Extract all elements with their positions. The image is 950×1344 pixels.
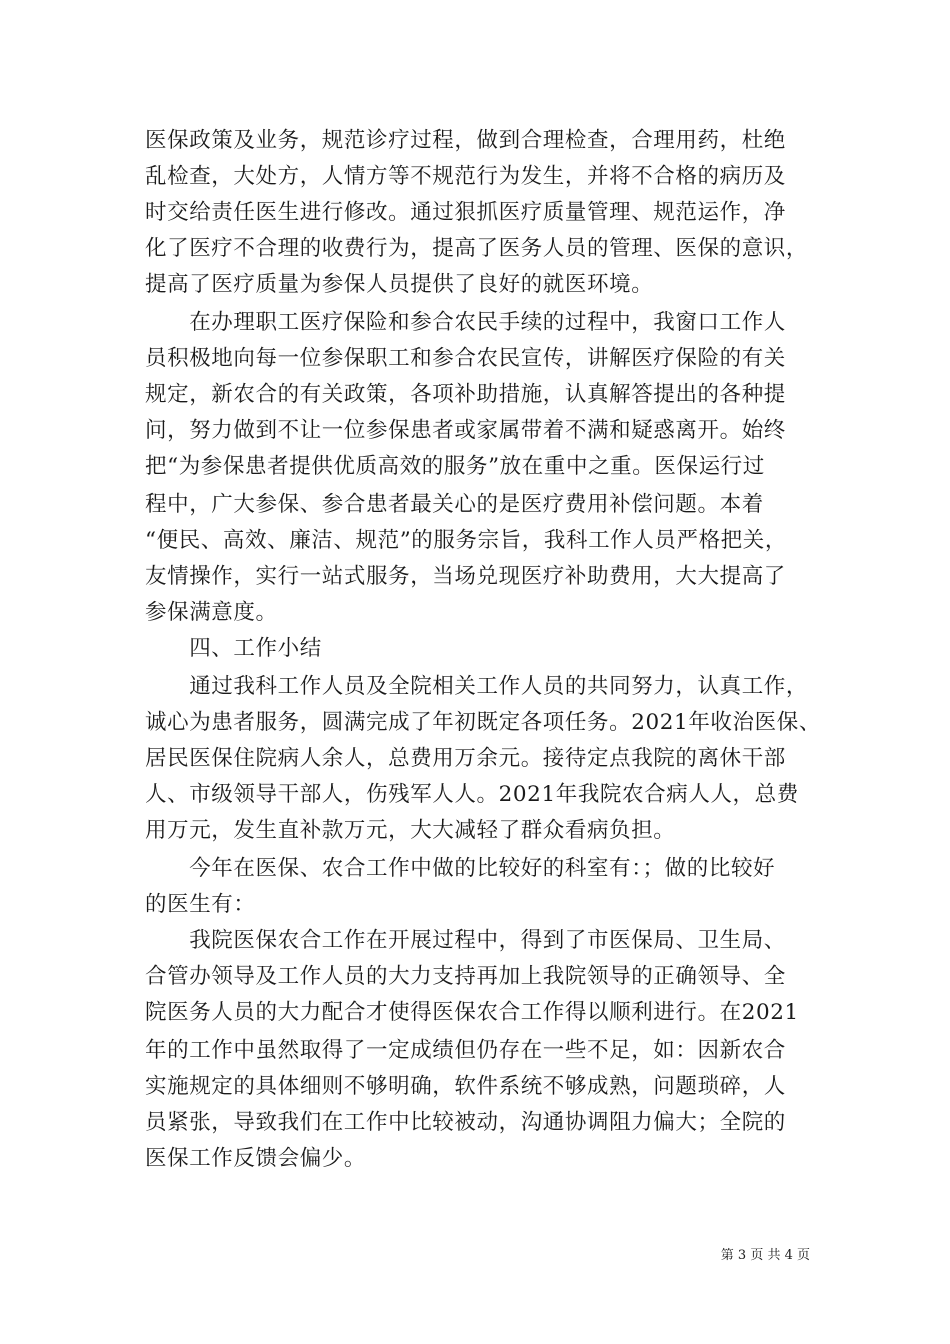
- text-line: 人、市级领导干部人，伤残军人人。2021年我院农合病人人，总费: [145, 782, 799, 807]
- text-line: 员积极地向每一位参保职工和参合农民宣传，讲解医疗保险的有关: [145, 346, 786, 371]
- text-line: 的医生有：: [145, 892, 256, 917]
- text-line: 问，努力做到不让一位参保患者或家属带着不满和疑惑离开。始终: [145, 418, 786, 443]
- text-line: 诚心为患者服务，圆满完成了年初既定各项任务。2021年收治医保、: [145, 710, 821, 735]
- text-line: 用万元，发生直补款万元，大大减轻了群众看病负担。: [145, 818, 676, 843]
- text-line: 程中，广大参保、参合患者最关心的是医疗费用补偿问题。本着: [145, 492, 764, 517]
- text-line: 通过我科工作人员及全院相关工作人员的共同努力，认真工作，: [145, 674, 809, 699]
- text-line: 院医务人员的大力配合才使得医保农合工作得以顺利进行。在2021: [145, 1000, 799, 1025]
- text-line: 合管办领导及工作人员的大力支持再加上我院领导的正确领导、全: [145, 964, 786, 989]
- text-line: 居民医保住院病人余人，总费用万余元。接待定点我院的离休干部: [145, 746, 786, 771]
- text-line: 把“为参保患者提供优质高效的服务”放在重中之重。医保运行过: [145, 454, 765, 479]
- text-line: 时交给责任医生进行修改。通过狠抓医疗质量管理、规范运作，净: [145, 200, 786, 225]
- text-line: 员紧张，导致我们在工作中比较被动，沟通协调阻力偏大；全院的: [145, 1110, 786, 1135]
- text-line: 化了医疗不合理的收费行为，提高了医务人员的管理、医保的意识，: [145, 236, 809, 261]
- page-number: 第 3 页 共 4 页: [720, 1248, 810, 1263]
- text-line: 今年在医保、农合工作中做的比较好的科室有：；做的比较好: [145, 856, 776, 881]
- text-line: 年的工作中虽然取得了一定成绩但仍存在一些不足，如：因新农合: [145, 1038, 786, 1063]
- text-line: 实施规定的具体细则不够明确，软件系统不够成熟，问题琐碎，人: [145, 1074, 786, 1099]
- section-heading: 四、工作小结: [145, 636, 322, 661]
- text-line: 医保政策及业务，规范诊疗过程，做到合理检查，合理用药，杜绝: [145, 128, 786, 153]
- text-line: 规定，新农合的有关政策，各项补助措施，认真解答提出的各种提: [145, 382, 786, 407]
- text-line: 我院医保农合工作在开展过程中，得到了市医保局、卫生局、: [145, 928, 786, 953]
- text-line: 提高了医疗质量为参保人员提供了良好的就医环境。: [145, 272, 654, 297]
- text-line: 乱检查，大处方，人情方等不规范行为发生，并将不合格的病历及: [145, 164, 786, 189]
- text-line: 友情操作，实行一站式服务，当场兑现医疗补助费用，大大提高了: [145, 564, 786, 589]
- text-line: 在办理职工医疗保险和参合农民手续的过程中，我窗口工作人: [145, 310, 786, 335]
- text-line: 参保满意度。: [145, 600, 278, 625]
- text-line: “便民、高效、廉洁、规范”的服务宗旨，我科工作人员严格把关，: [145, 528, 787, 553]
- text-line: 医保工作反馈会偏少。: [145, 1146, 367, 1171]
